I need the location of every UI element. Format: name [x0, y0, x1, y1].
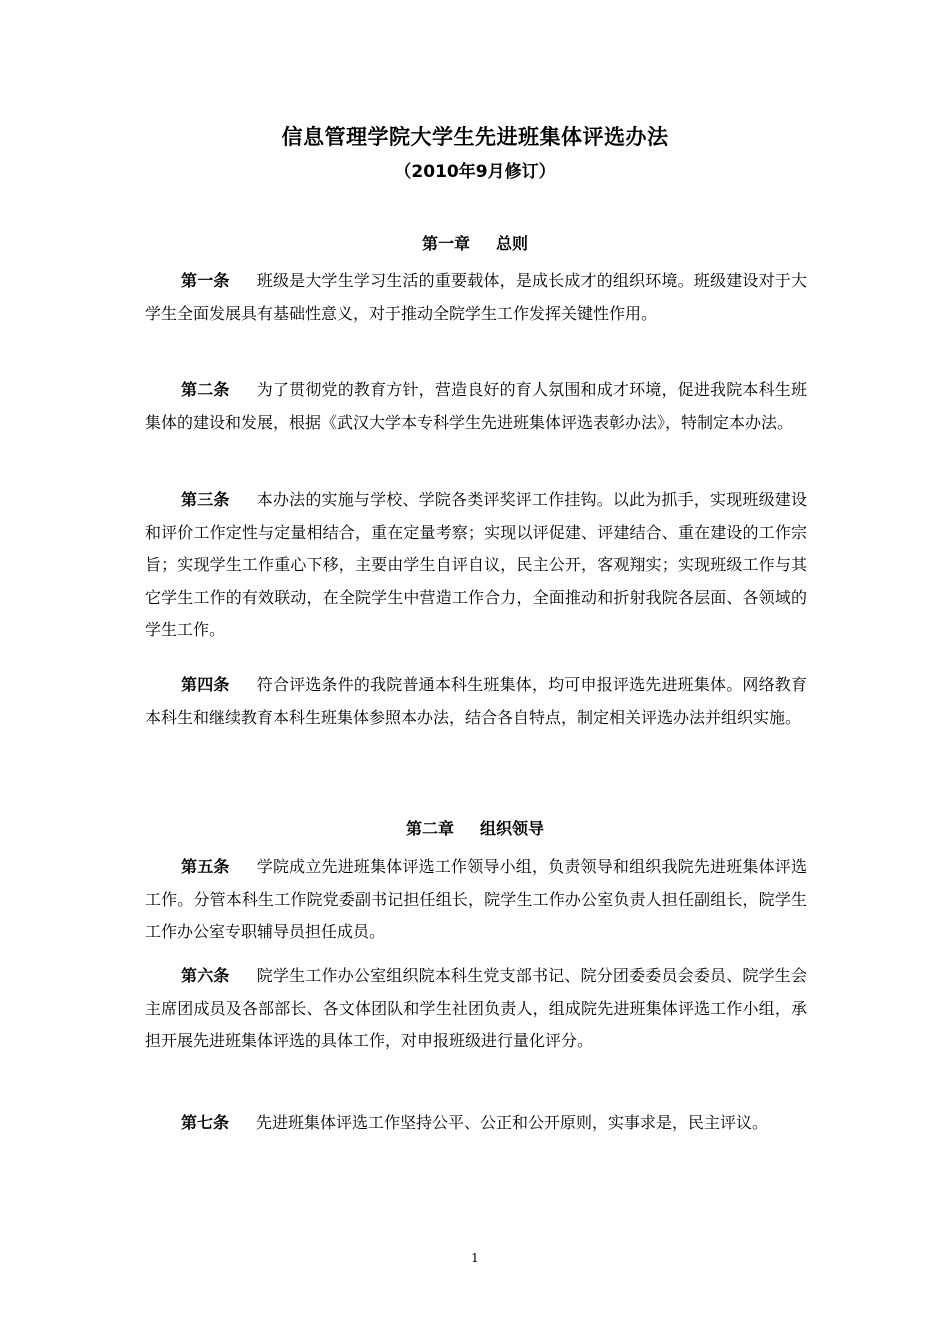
article-text: 先进班集体评选工作坚持公平、公正和公开原则，实事求是，民主评议。 — [256, 1113, 769, 1132]
article-label: 第六条 — [181, 966, 230, 985]
article — [145, 484, 807, 647]
article-label: 第二条 — [181, 380, 230, 399]
article — [145, 960, 807, 1058]
article — [145, 265, 807, 330]
article — [145, 851, 807, 949]
article-text: 院学生工作办公室组织院本科生党支部书记、院分团委委员会委员、院学生会主席团成员及各部部长、各文体团队和学生社团负责人，组成院先进班集体评选工作小组，承担开展先进班集体评选的具体工作，对申报班级进行量化评分。 — [145, 966, 807, 1050]
page-number: 1 — [471, 1251, 479, 1265]
chapter-name: 总则 — [496, 234, 529, 253]
article-label: 第三条 — [181, 490, 230, 509]
article-text: 为了贯彻党的教育方针，营造良好的育人氛围和成才环境，促进我院本科生班集体的建设和发展，根据《武汉大学本专科学生先进班集体评选表彰办法》，特制定本办法。 — [145, 380, 807, 432]
article-label: 第四条 — [181, 675, 230, 694]
article — [145, 669, 807, 734]
chapter-heading — [0, 817, 950, 841]
document-subtitle: （2010年9月修订） — [394, 162, 556, 182]
article-text: 符合评选条件的我院普通本科生班集体，均可申报评选先进班集体。网络教育本科生和继续教育本科生班集体参照本办法，结合各自特点，制定相关评选办法并组织实施。 — [145, 675, 807, 727]
article-text: 学院成立先进班集体评选工作领导小组，负责领导和组织我院先进班集体评选工作。分管本科生工作院党委副书记担任组长，院学生工作办公室负责人担任副组长，院学生工作办公室专职辅导员担任成员。 — [145, 857, 807, 941]
article — [145, 1107, 807, 1140]
article-label: 第七条 — [181, 1113, 230, 1132]
chapter-number: 第一章 — [421, 234, 470, 253]
article-text: 班级是大学生学习生活的重要载体，是成长成才的组织环境。班级建设对于大学生全面发展具有基础性意义，对于推动全院学生工作发挥关键性作用。 — [145, 271, 807, 323]
document-title: 信息管理学院大学生先进班集体评选办法 — [281, 125, 669, 149]
article — [145, 374, 807, 439]
article-text: 本办法的实施与学校、学院各类评奖评工作挂钩。以此为抓手，实现班级建设和评价工作定性与定量相结合，重在定量考察；实现以评促建、评建结合、重在建设的工作宗旨；实现学生工作重心下移，主要由学生自评自议，民主公开，客观翔实；实现班级工作与其它学生工作的有效联动，在全院学生中营造工作合力，全面推动和折射我院各层面、各领域的学生工作。 — [145, 490, 807, 639]
chapter-name: 组织领导 — [480, 819, 545, 838]
chapter-number: 第二章 — [405, 819, 454, 838]
article-label: 第五条 — [181, 857, 230, 876]
chapter-heading — [0, 232, 950, 256]
article-label: 第一条 — [181, 271, 230, 290]
